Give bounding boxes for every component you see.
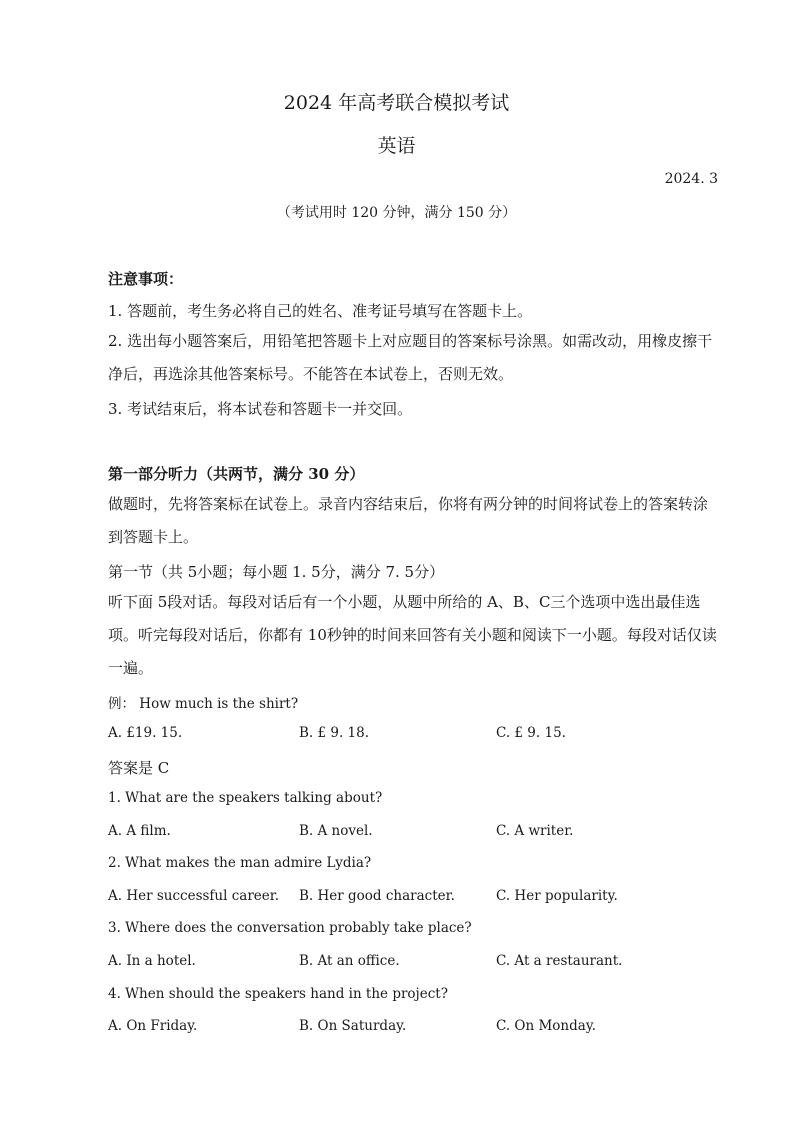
exam-date: 2024. 3 xyxy=(664,171,718,187)
exam-title: 2024 年高考联合模拟考试 xyxy=(283,92,510,114)
example-option-b: B. £ 9. 18. xyxy=(299,725,370,741)
part1-intro: 做题时，先将答案标在试卷上。录音内容结束后，你将有两分钟的时间将试卷上的答案转涂到答题卡上。 xyxy=(108,495,709,546)
subject-title: 英语 xyxy=(377,135,416,157)
section1-intro: 听下面 5段对话。每段对话后有一个小题，从题中所给的 A、B、C三个选项中选出最佳选项。听完每段对话后，你都有 10秒钟的时间来回答有关小题和阅读下一小题。每段对话仅读一遍。 xyxy=(108,593,717,677)
question-3-option-c: C. At a restaurant. xyxy=(496,953,623,969)
question-2-option-c: C. Her popularity. xyxy=(496,888,618,904)
question-4: 4. When should the speakers hand in the project? xyxy=(108,986,448,1002)
question-1-option-c: C. A writer. xyxy=(496,823,574,839)
example-option-c: C. £ 9. 15. xyxy=(496,725,566,741)
example-question: 例： How much is the shirt? xyxy=(108,696,299,712)
section1-heading: 第一节（共 5小题；每小题 1. 5分，满分 7. 5分） xyxy=(108,563,445,581)
exam-duration: （考试用时 120 分钟，满分 150 分） xyxy=(276,205,517,221)
question-4-option-b: B. On Saturday. xyxy=(299,1018,407,1034)
question-1-option-a: A. A film. xyxy=(108,823,171,839)
question-1: 1. What are the speakers talking about? xyxy=(108,790,383,806)
question-3-option-b: B. At an office. xyxy=(299,953,400,969)
question-2-option-b: B. Her good character. xyxy=(299,888,455,904)
question-3-option-a: A. In a hotel. xyxy=(108,953,196,969)
notice-heading: 注意事项： xyxy=(108,270,184,288)
question-1-option-b: B. A novel. xyxy=(299,823,373,839)
example-answer: 答案是 C xyxy=(108,759,170,777)
question-3: 3. Where does the conversation probably take place? xyxy=(108,920,472,936)
question-4-option-a: A. On Friday. xyxy=(108,1018,198,1034)
question-2-option-a: A. Her successful career. xyxy=(108,888,280,904)
question-4-option-c: C. On Monday. xyxy=(496,1018,596,1034)
example-option-a: A. £19. 15. xyxy=(108,725,183,741)
notice-item-3: 3. 考试结束后，将本试卷和答题卡一并交回。 xyxy=(108,400,413,418)
part1-heading: 第一部分听力（共两节，满分 30 分） xyxy=(108,465,365,483)
notice-item-2: 2. 选出每小题答案后，用铅笔把答题卡上对应题目的答案标号涂黑。如需改动，用橡皮擦干净后，再选涂其他答案标号。不能答在本试卷上，否则无效。 xyxy=(108,332,713,383)
notice-item-1: 1. 答题前，考生务必将自己的姓名、准考证号填写在答题卡上。 xyxy=(108,302,533,320)
question-2: 2. What makes the man admire Lydia? xyxy=(108,855,372,871)
